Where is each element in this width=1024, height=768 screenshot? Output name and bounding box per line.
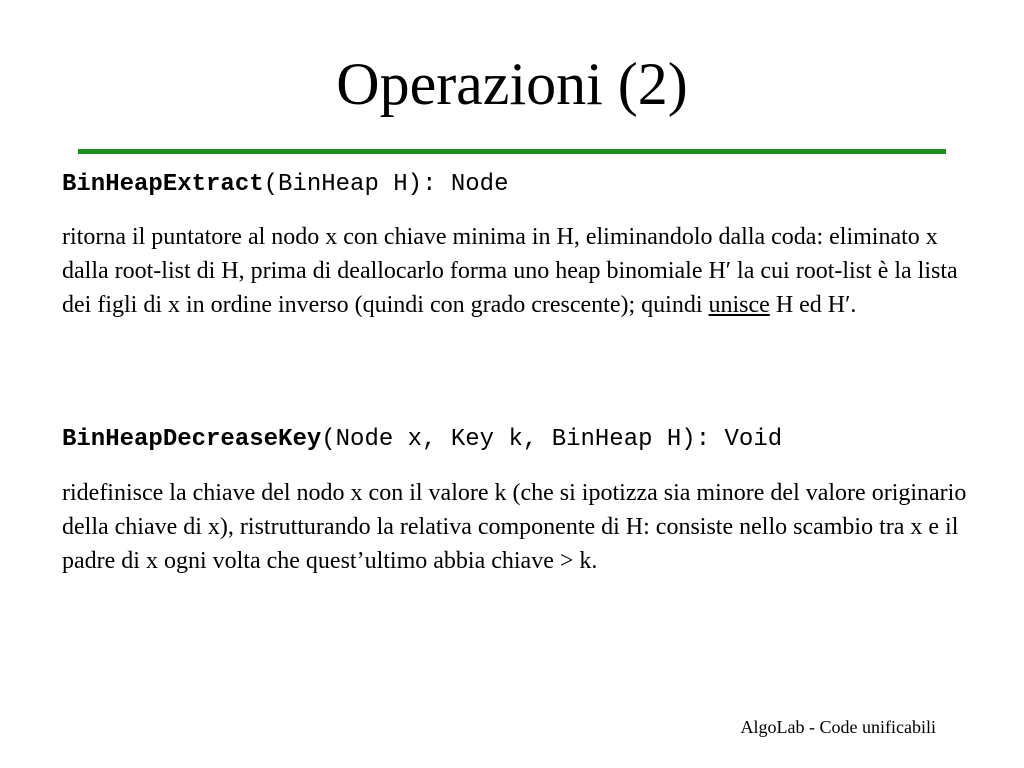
decrease-function-params: (Node x, Key k, BinHeap H): Void [321,426,783,453]
extract-desc-end: H ed H′. [769,292,857,318]
extract-function-name: BinHeapExtract [62,171,264,198]
unisce-term: unisce [708,292,770,318]
title-divider [78,149,946,154]
extract-function-params: (BinHeap H): Node [263,171,509,198]
slide-title: Operazioni (2) [336,51,688,117]
decrease-function-name: BinHeapDecreaseKey [62,426,322,453]
extract-description [62,220,972,322]
extract-signature [62,170,508,200]
extract-desc-text: ritorna il puntatore al nodo x con chiave minima in H, eliminandolo dalla coda: eliminato x dalla root-list di H, prima di deallocarlo forma uno heap binomiale H′ la cui root-list è la lista dei figli di x in ordine inverso (quindi con grado crescente); quindi [62,224,958,318]
slide-footer: AlgoLab - Code unificabili [740,717,936,737]
decrease-description: ridefinisce la chiave del nodo x con il valore k (che si ipotizza sia minore del valore originario della chiave di x), ristrutturando la relativa componente di H: consiste nello scambio tra x e il padre di x ogni volta che quest’ultimo abbia chiave > k. [62,480,967,574]
decrease-signature [62,425,782,455]
